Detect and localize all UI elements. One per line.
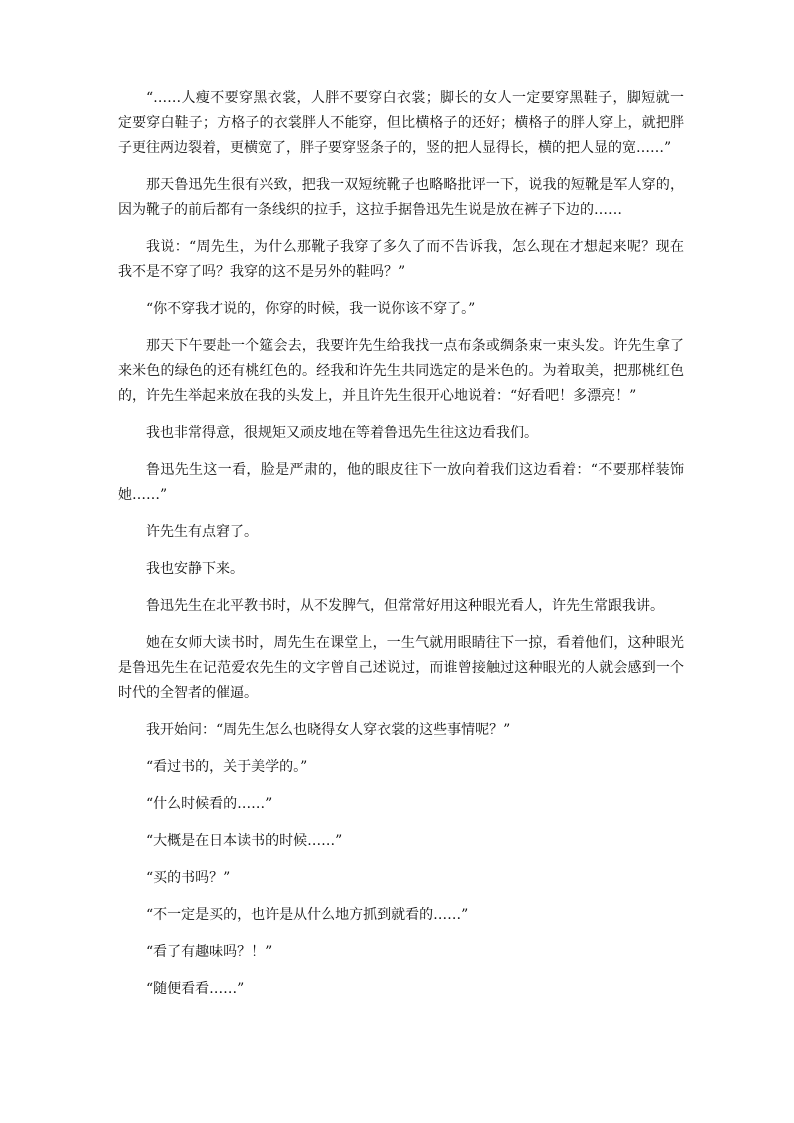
paragraph: “什么时候看的……”	[146, 796, 273, 812]
paragraph: 鲁迅先生这一看，脸是严肃的，他的眼皮往下一放向着我们这边看着：“不要那样装饰她……”	[118, 462, 684, 503]
paragraph: “……人瘦不要穿黑衣裳，人胖不要穿白衣裳；脚长的女人一定要穿黑鞋子，脚短就一定要穿白鞋子；方格子的衣裳胖人不能穿，但比横格子的还好；横格子的胖人穿上，就把胖子更往两边裂着，更横宽了，胖子要穿竖条子的，竖的把人显得长，横的把人显的宽……”	[118, 90, 684, 156]
paragraph: “看过书的，关于美学的。”	[146, 759, 308, 775]
paragraph: 鲁迅先生在北平教书时，从不发脾气，但常常好用这种眼光看人，许先生常跟我讲。	[146, 598, 664, 614]
paragraph: “买的书吗？”	[146, 870, 231, 886]
paragraph: 那天鲁迅先生很有兴致，把我一双短统靴子也略略批评一下，说我的短靴是军人穿的，因为靴子的前后都有一条线织的拉手，这拉手据鲁迅先生说是放在裤子下边的……	[118, 177, 684, 218]
paragraph: 我开始问：“周先生怎么也晓得女人穿衣裳的这些事情呢？”	[146, 722, 511, 738]
paragraph: 那天下午要赴一个筵会去，我要许先生给我找一点布条或绸条束一束头发。许先生拿了来米色的绿色的还有桃红色的。经我和许先生共同选定的是米色的。为着取美，把那桃红色的，许先生举起来放在我的头发上，并且许先生很开心地说着：“好看吧！多漂亮！”	[118, 338, 684, 404]
paragraph: “大概是在日本读书的时候……”	[146, 833, 343, 849]
paragraph: “随便看看……”	[146, 981, 245, 997]
paragraph: 我也安静下来。	[146, 561, 244, 577]
paragraph: “你不穿我才说的，你穿的时候，我一说你该不穿了。”	[146, 301, 476, 317]
paragraph: 许先生有点窘了。	[146, 524, 258, 540]
paragraph: 我说：“周先生，为什么那靴子我穿了多久了而不告诉我，怎么现在才想起来呢？现在我不是不穿了吗？我穿的这不是另外的鞋吗？”	[118, 239, 684, 280]
paragraph: 她在女师大读书时，周先生在课堂上，一生气就用眼睛往下一掠，看着他们，这种眼光是鲁迅先生在记范爱农先生的文字曾自己述说过，而谁曾接触过这种眼光的人就会感到一个时代的全智者的催逼。	[118, 635, 684, 701]
paragraph: 我也非常得意，很规矩又顽皮地在等着鲁迅先生往这边看我们。	[146, 425, 538, 441]
paragraph: “看了有趣味吗？！”	[146, 944, 273, 960]
paragraph: “不一定是买的，也许是从什么地方抓到就看的……”	[146, 907, 469, 923]
document-body	[118, 86, 684, 1014]
